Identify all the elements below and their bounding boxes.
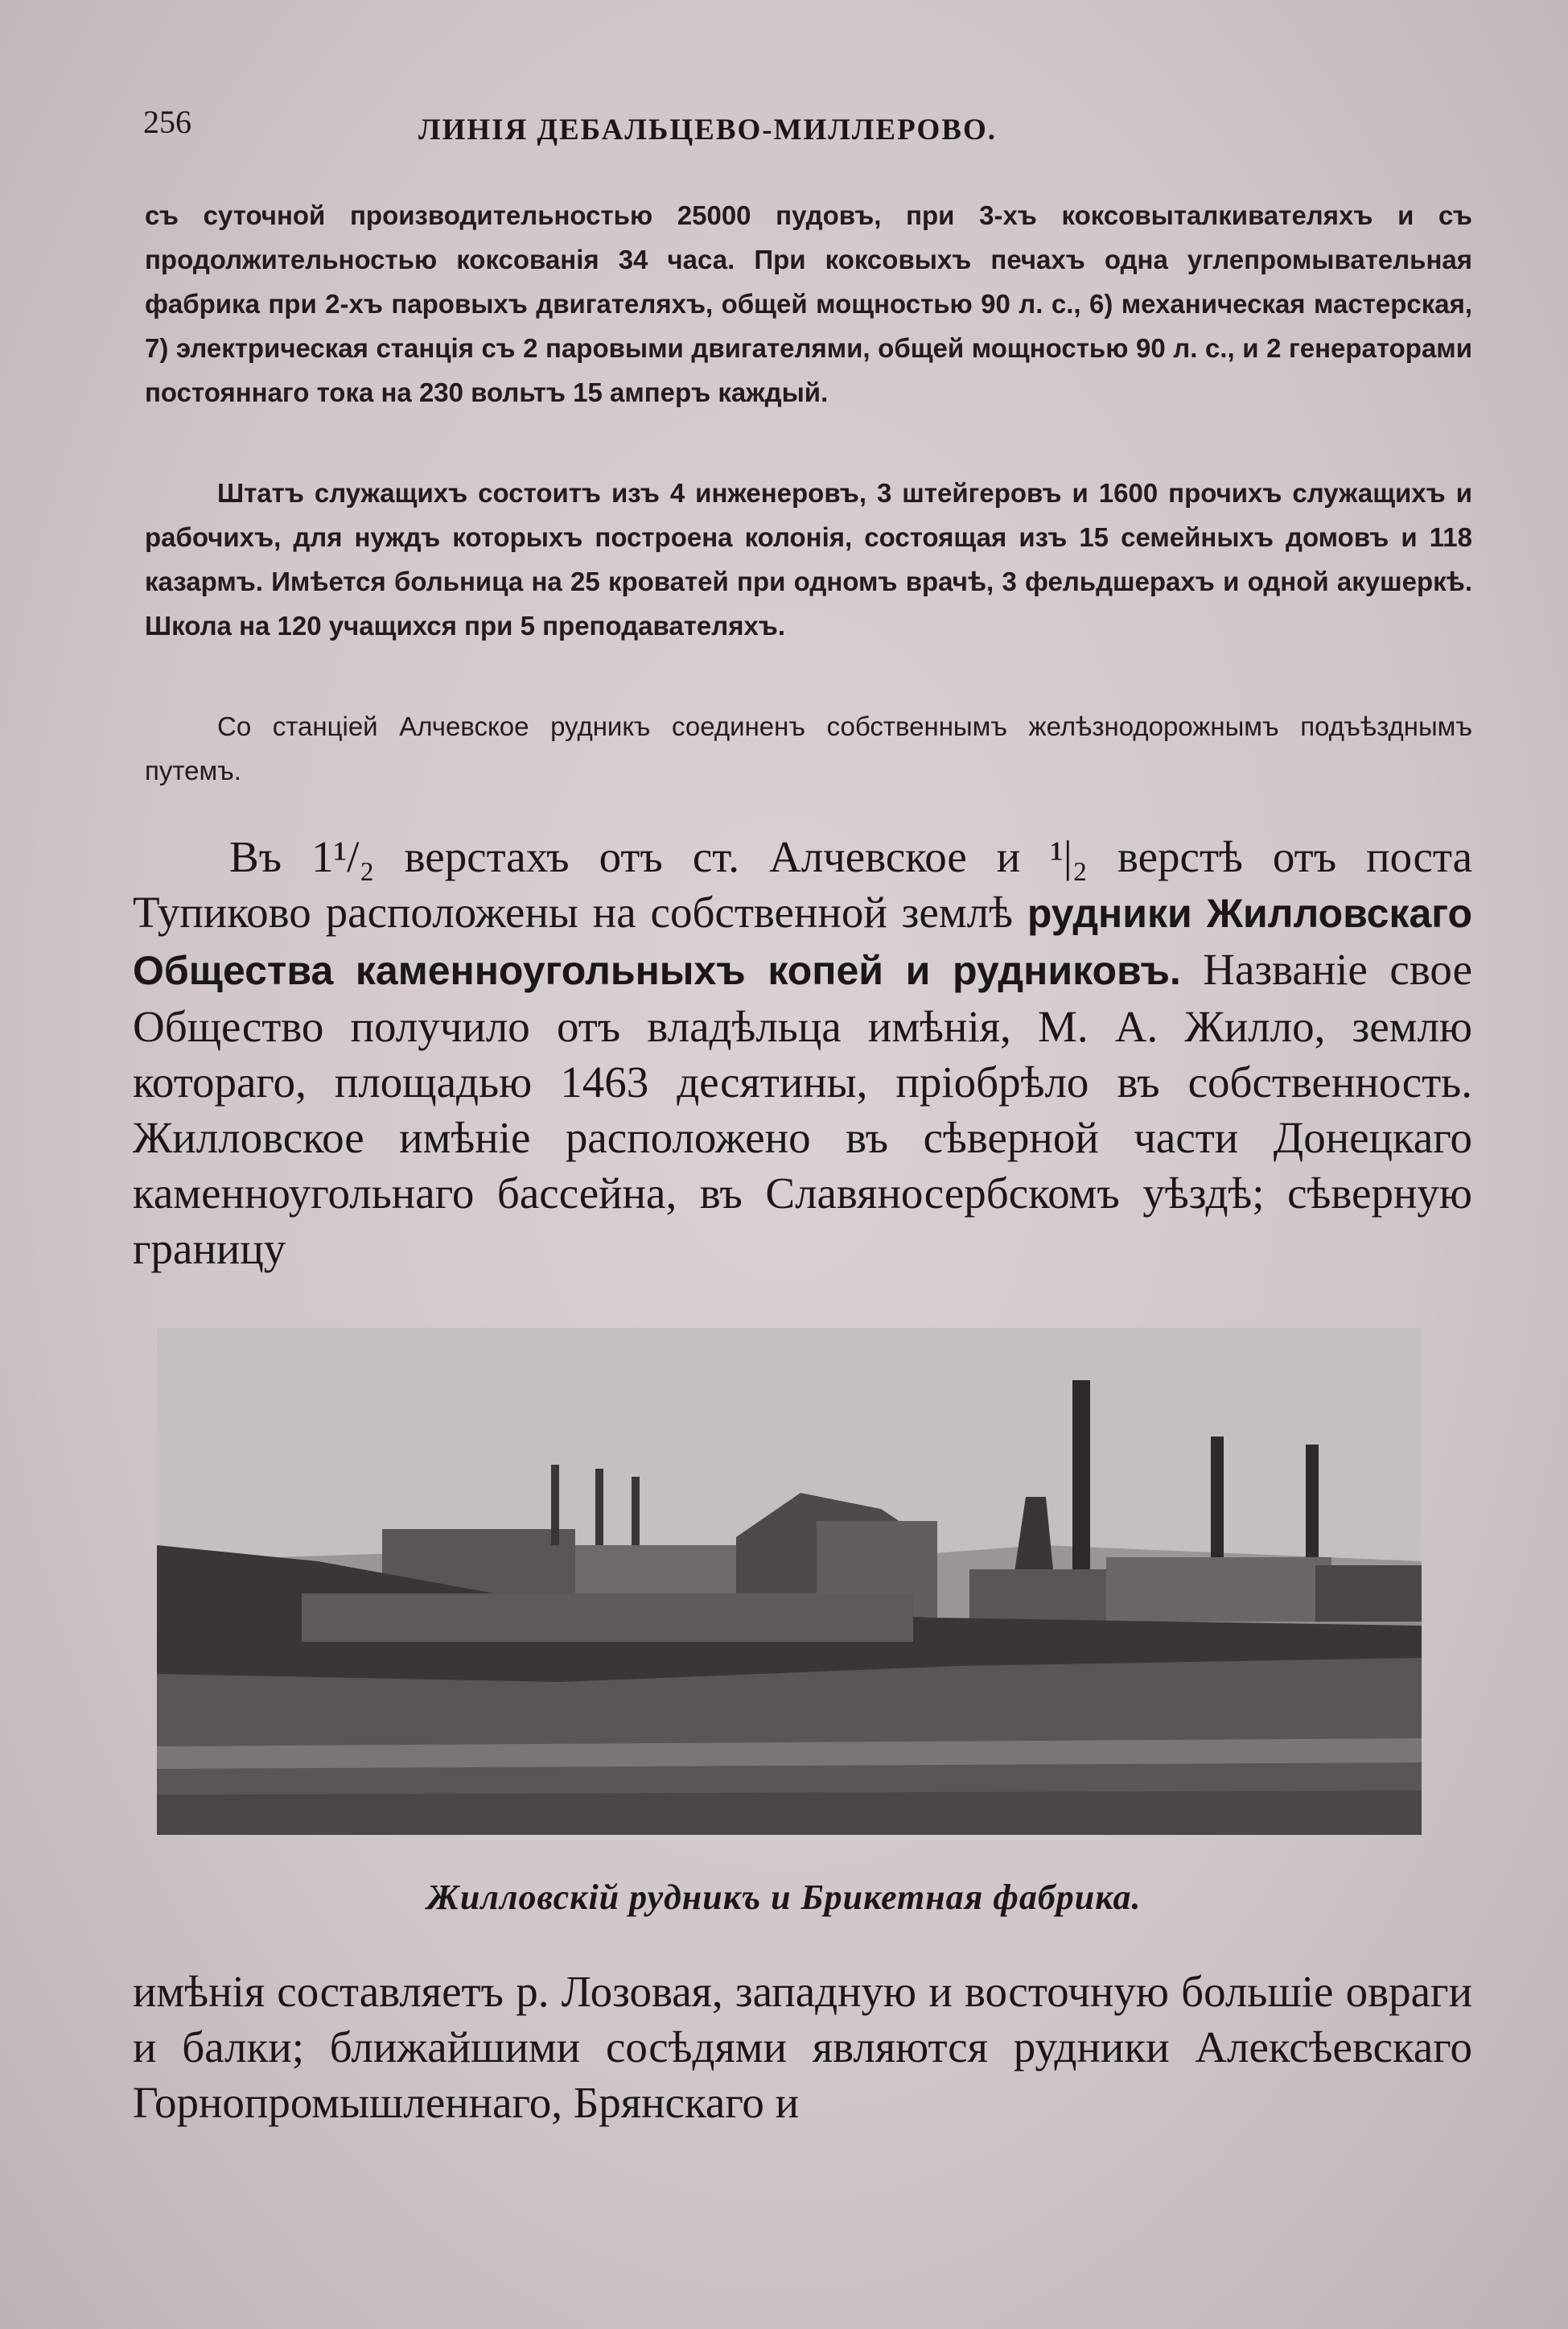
paragraph-zhillo-lead: Въ 1¹/₂ верстахъ отъ ст. Алчевское и ¹|₂ верстѣ отъ поста Тупиково расположены на собственной землѣ (133, 832, 1472, 937)
paragraph-neighbours: имѣнія составляетъ р. Лозовая, западную и восточную большіе овраги и балки; ближайшими сосѣдями являются рудники Алексѣевскаго Горнопромышленнаго, Брянскаго и (133, 1967, 1472, 2127)
photo-caption: Жилловскій рудникъ и Брикетная фабрика. (426, 1878, 1142, 1917)
mine-photograph (157, 1328, 1422, 1835)
paragraph-railway: Со станціей Алчевское рудникъ соединенъ собственнымъ желѣзнодорожнымъ подъѣзднымъ путемъ. (145, 711, 1472, 785)
mine-photo-illustration (157, 1328, 1422, 1835)
paragraph-zhillo-mines (133, 829, 1472, 1276)
paragraph-zhillo-company: рудники Жилловскаго Общества каменноугольныхъ копей и рудниковъ. (133, 891, 1473, 993)
paragraph-zhillo-rest: Названіе свое Общество получило отъ владѣльца имѣнія, М. А. Жилло, землю котораго, площадью 1463 десятины, пріобрѣло въ собственность. Жилловское имѣніе расположено въ сѣверной части Донецкаго каменноугольнаго бассейна, въ Славяносербскомъ уѣздѣ; сѣверную границу (133, 945, 1472, 1273)
paragraph-staff: Штатъ служащихъ состоитъ изъ 4 инженеровъ, 3 штейгеровъ и 1600 прочихъ служащихъ и рабочихъ, для нуждъ которыхъ построена колонія, состоящая изъ 15 семейныхъ домовъ и 118 казармъ. Имѣется больница на 25 кроватей при одномъ врачѣ, 3 фельдшерахъ и одной акушеркѣ. Школа на 120 учащихся при 5 преподавателяхъ. (145, 478, 1472, 641)
paragraph-production: съ суточной производительностью 25000 пудовъ, при 3-хъ коксовыталкивателяхъ и съ продолжительностью коксованія 34 часа. При коксовыхъ печахъ одна углепромывательная фабрика при 2-хъ паровыхъ двигателяхъ, общей мощностью 90 л. с., 6) механическая мастерская, 7) электрическая станція съ 2 паровыми двигателями, общей мощностью 90 л. с., и 2 генераторами постояннаго тока на 230 вольтъ 15 амперъ каждый. (145, 200, 1472, 407)
page-number: 256 (143, 104, 191, 140)
running-head: ЛИНІЯ ДЕБАЛЬЦЕВО-МИЛЛЕРОВО. (418, 113, 997, 146)
